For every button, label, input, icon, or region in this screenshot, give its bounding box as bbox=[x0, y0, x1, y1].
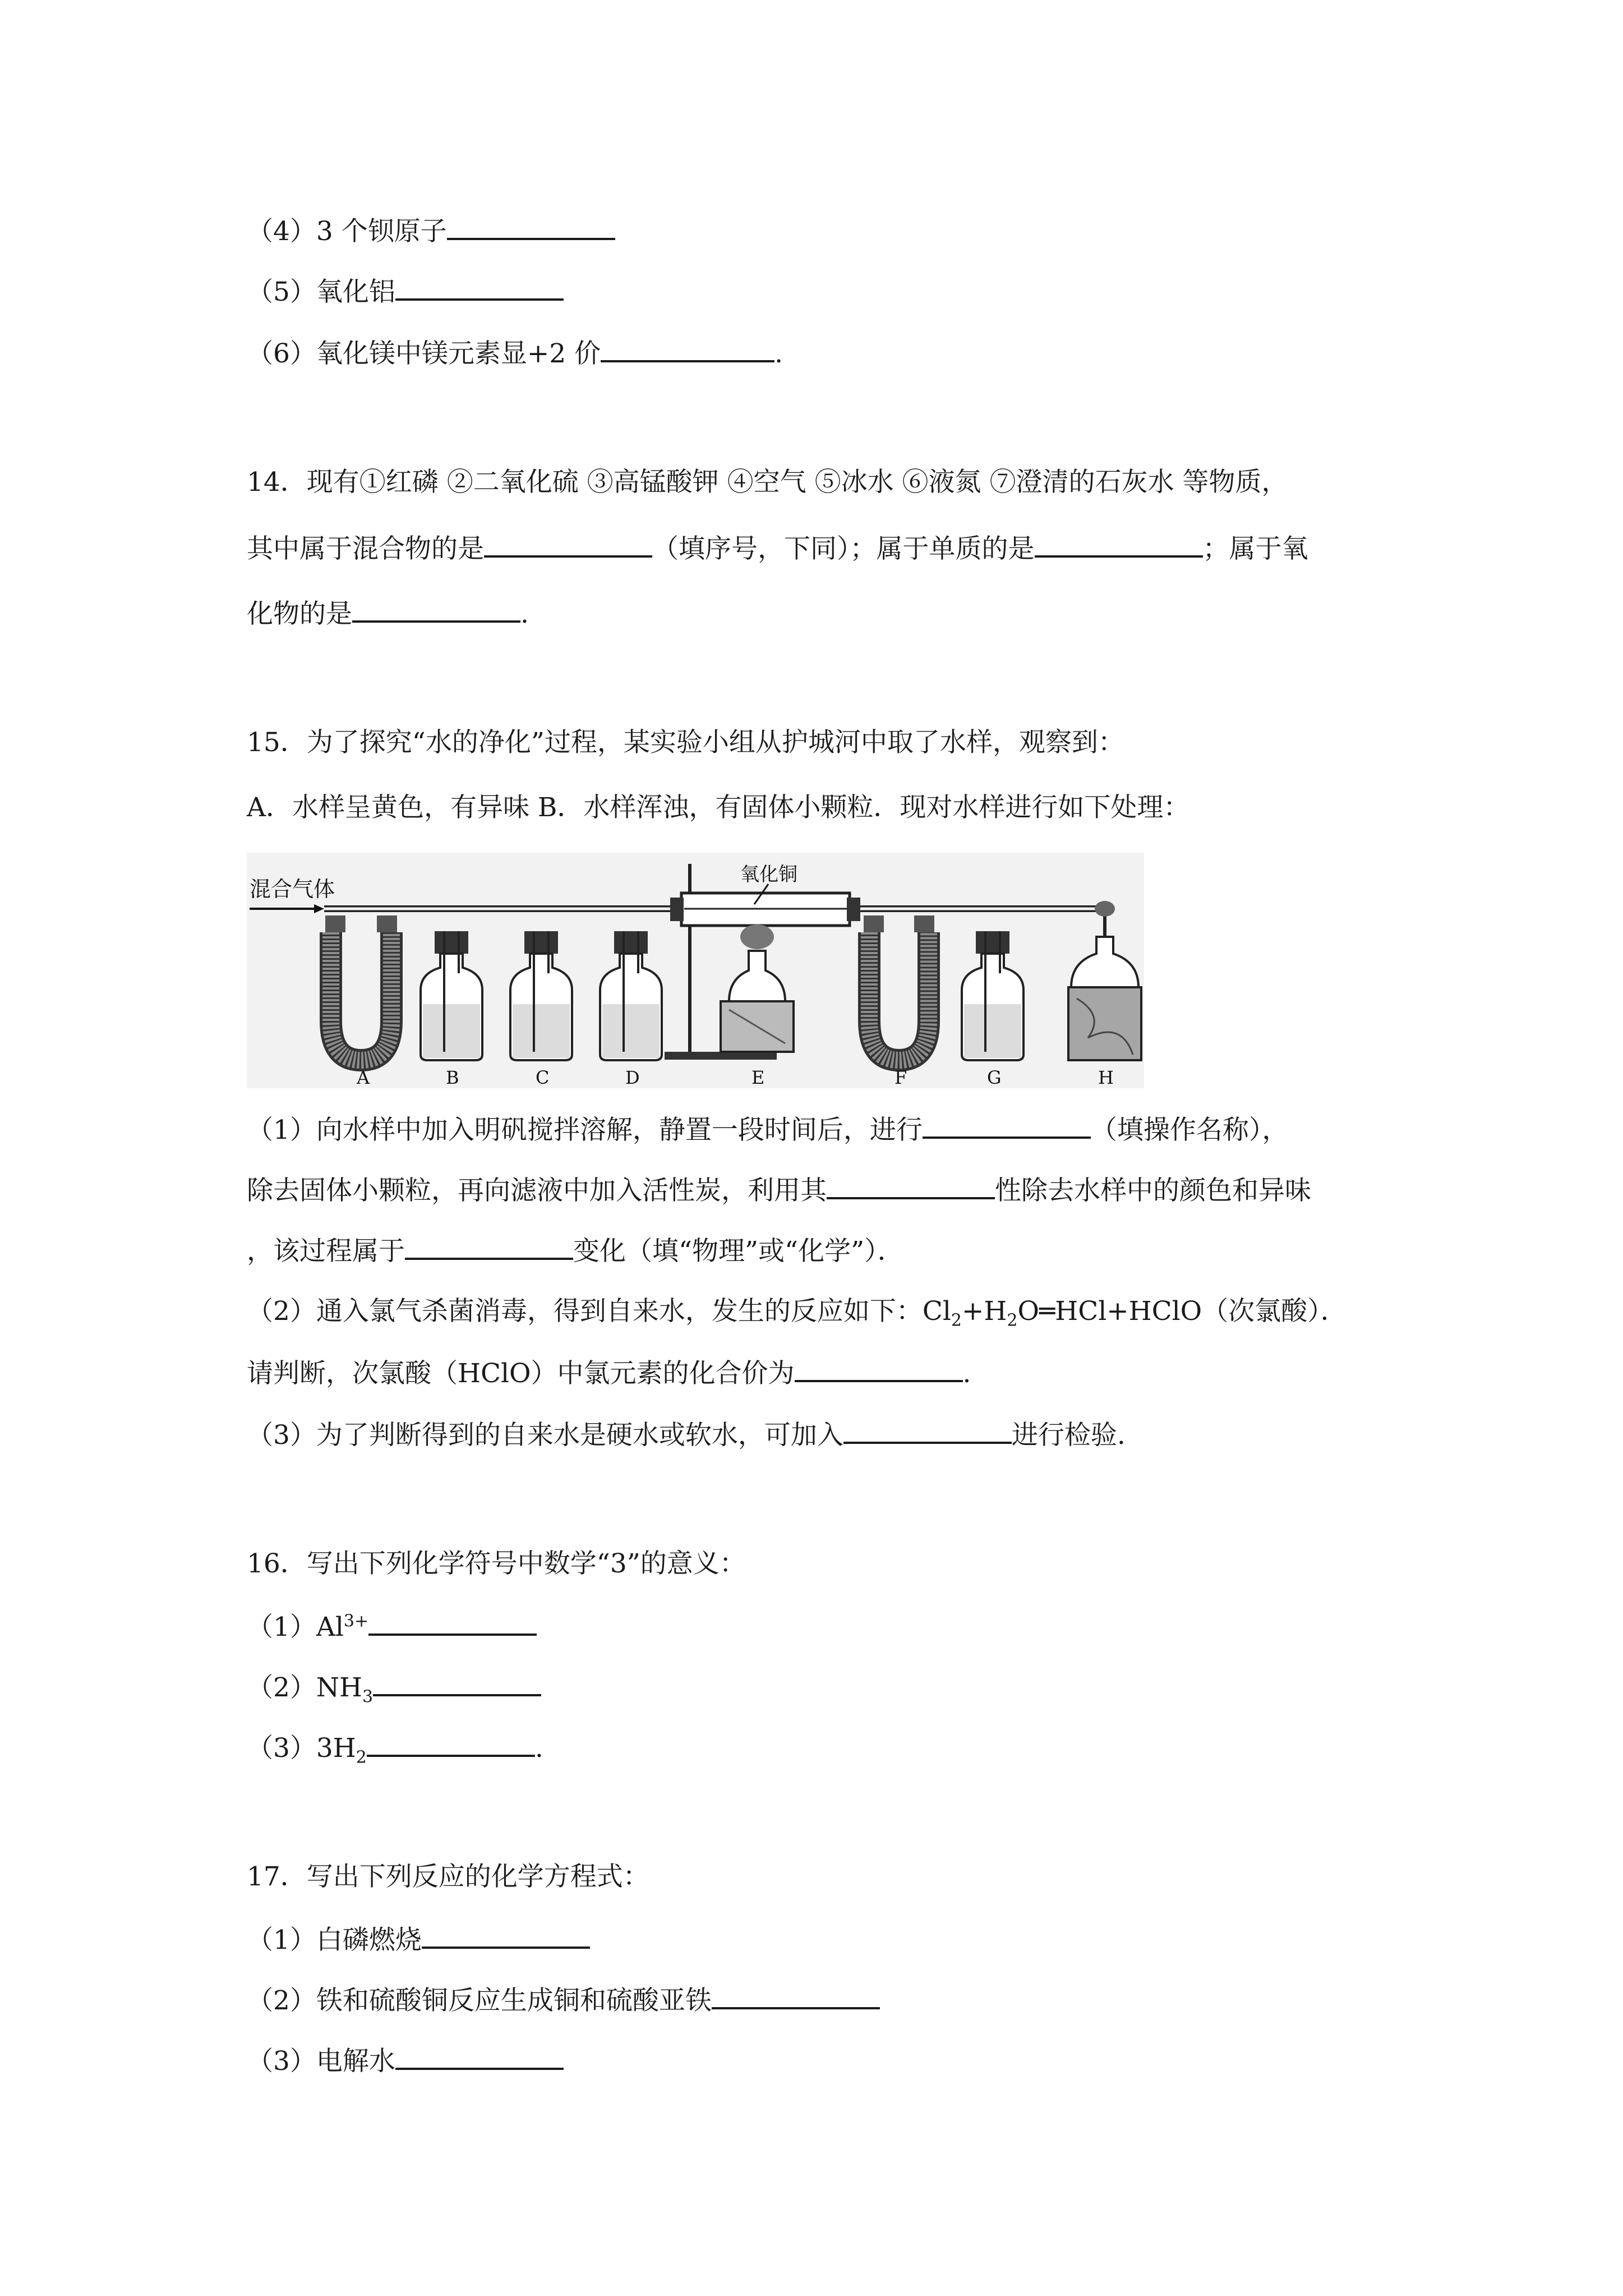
q16-line-1: 16．写出下列化学符号中数学“3”的意义： bbox=[247, 1548, 746, 1579]
q15-line-1: 15．为了探究“水的净化”过程，某实验小组从护城河中取了水样，观察到： bbox=[247, 727, 1124, 758]
q15-p1-line-3: ，该过程属于 变化（填“物理”或“化学”）． bbox=[247, 1233, 904, 1268]
answer-blank[interactable] bbox=[827, 1172, 995, 1199]
apparatus-figure bbox=[247, 853, 1144, 1088]
q15-p1-line-2: 除去固体小颗粒，再向滤液中加入活性炭，利用其 性除去水样中的颜色和异味 bbox=[247, 1172, 1311, 1208]
label-b: B bbox=[446, 1067, 459, 1088]
answer-blank[interactable] bbox=[447, 213, 615, 240]
copper-oxide-label: 氧化铜 bbox=[740, 863, 797, 886]
answer-blank[interactable] bbox=[368, 1609, 537, 1636]
q15-line-2: A．水样呈黄色，有异味 B．水样浑浊，有固体小颗粒．现对水样进行如下处理： bbox=[247, 792, 1190, 823]
q15-p2-line-1: （2）通入氯气杀菌消毒，得到自来水，发生的反应如下：$Cl_2+H_2O═HCl+HClO$（次氯酸）． bbox=[247, 1296, 1347, 1331]
answer-blank[interactable] bbox=[405, 1233, 573, 1260]
label-a: A bbox=[357, 1067, 370, 1088]
q15-p3: （3）为了判断得到的自来水是硬水或软水，可加入 进行检验. bbox=[247, 1417, 1126, 1452]
answer-blank[interactable] bbox=[484, 531, 652, 558]
answer-blank[interactable] bbox=[422, 1922, 590, 1949]
q13-item-6: （6）氧化镁中镁元素显+2 价 . bbox=[247, 335, 783, 371]
answer-blank[interactable] bbox=[352, 596, 520, 623]
q17-line-1: 17．写出下列反应的化学方程式： bbox=[247, 1861, 649, 1892]
q17-item-3: （3）电解水 bbox=[247, 2043, 564, 2078]
answer-blank[interactable] bbox=[395, 2043, 564, 2070]
label-f: F bbox=[895, 1067, 907, 1088]
q17-item-1: （1）白磷燃烧 bbox=[247, 1922, 590, 1957]
answer-blank[interactable] bbox=[923, 1112, 1091, 1139]
label-c: C bbox=[536, 1067, 550, 1088]
q16-item-2: $(2)NH_3$ bbox=[247, 1669, 541, 1705]
label-d: D bbox=[625, 1067, 640, 1088]
answer-blank[interactable] bbox=[795, 1355, 963, 1382]
q15-p2-line-2: 请判断，次氯酸（HClO）中氯元素的化合价为 . bbox=[247, 1355, 971, 1391]
label-e: E bbox=[751, 1067, 765, 1088]
answer-blank[interactable] bbox=[367, 1730, 535, 1757]
answer-blank[interactable] bbox=[843, 1417, 1012, 1444]
gas-label: 混合气体 bbox=[250, 877, 335, 901]
q16-item-3: $(3)3H_2$ . bbox=[247, 1730, 543, 1765]
q14-line-1: 14．现有①红磷 ②二氧化硫 ③高锰酸钾 ④空气 ⑤冰水 ⑥液氮 ⑦澄清的石灰水 等物质， bbox=[247, 467, 1288, 498]
answer-blank[interactable] bbox=[1035, 531, 1203, 558]
q17-item-2: （2）铁和硫酸铜反应生成铜和硫酸亚铁 bbox=[247, 1982, 880, 2018]
q13-item-4: （4）3 个钡原子 bbox=[247, 213, 615, 249]
answer-blank[interactable] bbox=[373, 1669, 541, 1696]
q13-item-5: （5）氧化铝 bbox=[247, 274, 564, 309]
label-h: H bbox=[1098, 1067, 1114, 1088]
answer-blank[interactable] bbox=[395, 274, 564, 301]
q16-item-1: $(1)Al^{3+}$ bbox=[247, 1609, 537, 1644]
q14-line-3: 化物的是 . bbox=[247, 596, 529, 631]
answer-blank[interactable] bbox=[712, 1982, 880, 2009]
answer-blank[interactable] bbox=[601, 335, 774, 362]
label-g: G bbox=[987, 1067, 1002, 1088]
q14-line-2: 其中属于混合物的是 （填序号，下同）；属于单质的是 ；属于氧 bbox=[247, 531, 1308, 566]
q15-p1-line-1: （1）向水样中加入明矾搅拌溶解，静置一段时间后，进行 （填操作名称）， bbox=[247, 1112, 1288, 1147]
